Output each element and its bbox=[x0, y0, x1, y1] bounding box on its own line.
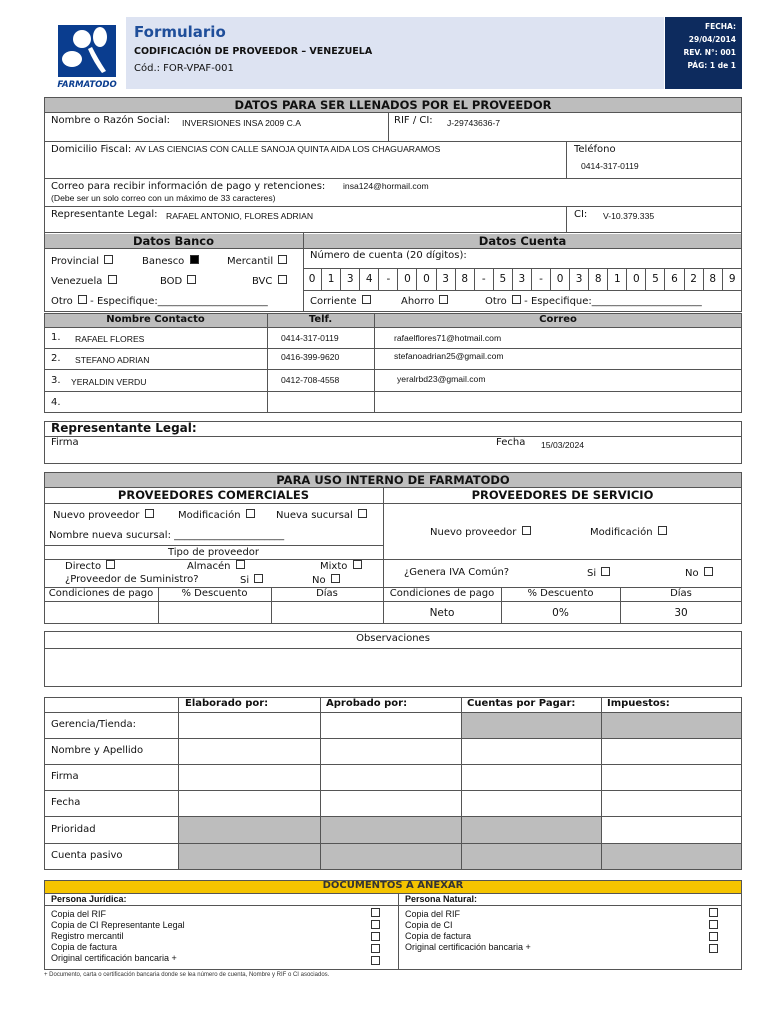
domicilio-value[interactable]: AV LAS CIENCIAS CON CALLE SANOJA QUINTA AIDA LOS CHAGUARAMOS bbox=[135, 144, 441, 154]
serv-nuevo-proveedor[interactable]: Nuevo proveedor bbox=[430, 526, 531, 538]
telefono-value[interactable]: 0414-317-0119 bbox=[581, 161, 639, 171]
serv-dias-value[interactable]: 30 bbox=[674, 607, 688, 619]
com-dias: Días bbox=[316, 588, 338, 599]
checkbox-icon[interactable] bbox=[362, 295, 371, 304]
account-digit[interactable]: 1 bbox=[322, 269, 341, 290]
numero-cuenta-label: Número de cuenta (20 dígitos): bbox=[310, 250, 467, 261]
bank-option-otro[interactable]: Otro - Especifique:______________________ bbox=[51, 296, 268, 307]
checkbox-icon[interactable] bbox=[108, 275, 117, 284]
serv-descuento-value[interactable]: 0% bbox=[552, 607, 569, 619]
contact-name[interactable]: YERALDIN VERDU bbox=[71, 377, 147, 387]
account-digit[interactable]: 3 bbox=[570, 269, 589, 290]
contact-name[interactable]: RAFAEL FLORES bbox=[75, 334, 145, 344]
checkbox-icon[interactable] bbox=[358, 509, 367, 518]
doc-juridica-certificacion: Original certificación bancaria + bbox=[51, 953, 177, 963]
bank-option-bod[interactable]: BOD bbox=[160, 275, 196, 287]
logo-text: FARMATODO bbox=[57, 80, 117, 90]
title-band bbox=[126, 17, 664, 89]
account-digits[interactable] bbox=[303, 269, 742, 290]
col-nombre-contacto: Nombre Contacto bbox=[106, 314, 205, 325]
bank-option-bvc[interactable]: BVC bbox=[252, 275, 287, 287]
account-digit[interactable]: 8 bbox=[456, 269, 475, 290]
col-elaborado: Elaborado por: bbox=[185, 698, 269, 709]
documentos-title: DOCUMENTOS A ANEXAR bbox=[322, 880, 464, 891]
iva-no[interactable]: No bbox=[685, 567, 713, 579]
cuenta-title: Datos Cuenta bbox=[478, 234, 567, 248]
documentos-footnote: + Documento, carta o certificación bancaria donde se lea número de cuenta, Nombre y RIF o CI asociados. bbox=[44, 972, 330, 978]
checkbox-icon[interactable] bbox=[439, 295, 448, 304]
col-correo: Correo bbox=[539, 314, 577, 325]
doc-natural-factura: Copia de factura bbox=[405, 931, 472, 941]
checkbox-icon[interactable] bbox=[331, 574, 340, 583]
account-digit[interactable]: 9 bbox=[728, 273, 736, 285]
checkbox-icon[interactable] bbox=[78, 295, 87, 304]
correo-label: Correo para recibir información de pago y retenciones: bbox=[51, 181, 326, 192]
checkbox-icon[interactable] bbox=[601, 567, 610, 576]
row-number: 4. bbox=[51, 397, 61, 408]
form-subtitle: CODIFICACIÓN DE PROVEEDOR – VENEZUELA bbox=[134, 46, 373, 57]
doc-juridica-factura: Copia de factura bbox=[51, 942, 118, 952]
account-digit[interactable]: 8 bbox=[704, 269, 723, 290]
checkbox-icon[interactable] bbox=[254, 574, 263, 583]
proveedor-section-title: DATOS PARA SER LLENADOS POR EL PROVEEDOR bbox=[44, 97, 742, 113]
checkbox-icon[interactable] bbox=[371, 956, 380, 965]
cuenta-type-corriente[interactable]: Corriente bbox=[310, 295, 371, 307]
checkbox-icon[interactable] bbox=[236, 560, 245, 569]
row-nombre-apellido: Nombre y Apellido bbox=[51, 745, 144, 756]
checkbox-icon[interactable] bbox=[512, 295, 521, 304]
row-gerencia: Gerencia/Tienda: bbox=[51, 719, 136, 730]
nombre-sucursal-field[interactable]: Nombre nueva sucursal: ______________________ bbox=[49, 530, 285, 541]
col-telf: Telf. bbox=[308, 314, 333, 325]
cuenta-type-otro[interactable]: Otro - Especifique:______________________ bbox=[485, 296, 702, 307]
logo-mark-icon bbox=[54, 23, 120, 81]
doc-juridica-ci: Copia de CI Representante Legal bbox=[51, 920, 185, 930]
rif-value[interactable]: J-29743636-7 bbox=[447, 118, 501, 128]
checkbox-icon[interactable] bbox=[522, 526, 531, 535]
domicilio-label: Domicilio Fiscal: bbox=[51, 144, 132, 155]
nombre-label: Nombre o Razón Social: bbox=[51, 115, 170, 126]
checkbox-icon[interactable] bbox=[371, 932, 380, 941]
account-digit[interactable]: - bbox=[532, 269, 551, 290]
logo bbox=[54, 23, 120, 89]
interno-title: PARA USO INTERNO DE FARMATODO bbox=[44, 472, 742, 488]
account-digit[interactable]: 5 bbox=[646, 269, 665, 290]
checkbox-icon[interactable] bbox=[709, 908, 718, 917]
contact-email[interactable]: stefanoadrian25@gmail.com bbox=[394, 351, 504, 361]
account-digit[interactable]: 4 bbox=[360, 269, 379, 290]
comerciales-title: PROVEEDORES COMERCIALES bbox=[117, 488, 310, 502]
row-prioridad: Prioridad bbox=[51, 824, 96, 835]
doc-juridica-registro: Registro mercantil bbox=[51, 931, 124, 941]
checkbox-icon[interactable] bbox=[709, 932, 718, 941]
contact-name[interactable]: STEFANO ADRIAN bbox=[75, 355, 150, 365]
account-digit[interactable]: 3 bbox=[437, 269, 456, 290]
com-nuevo-proveedor[interactable]: Nuevo proveedor bbox=[53, 509, 154, 521]
account-digit[interactable]: 3 bbox=[513, 269, 532, 290]
ci-value[interactable]: V-10.379.335 bbox=[603, 211, 655, 221]
form-code: Cód.: FOR-VPAF-001 bbox=[134, 63, 234, 74]
correo-note: (Debe ser un solo correo con un máximo de 33 caracteres) bbox=[51, 193, 276, 203]
representante-value[interactable]: RAFAEL ANTONIO, FLORES ADRIAN bbox=[166, 211, 314, 221]
checkbox-icon[interactable] bbox=[371, 908, 380, 917]
checkbox-checked-icon[interactable] bbox=[190, 255, 199, 264]
correo-value[interactable]: insa124@hormail.com bbox=[343, 181, 429, 191]
row-number: 2. bbox=[51, 353, 61, 364]
checkbox-icon[interactable] bbox=[187, 275, 196, 284]
col-cuentas-pagar: Cuentas por Pagar: bbox=[467, 698, 576, 709]
account-digit[interactable]: 0 bbox=[303, 269, 322, 290]
account-digit[interactable]: 1 bbox=[608, 269, 627, 290]
revision-box bbox=[665, 17, 742, 89]
account-digit[interactable]: 2 bbox=[685, 269, 704, 290]
row-number: 1. bbox=[51, 332, 61, 343]
row-fecha: Fecha bbox=[51, 797, 81, 808]
checkbox-icon[interactable] bbox=[278, 255, 287, 264]
row-number: 3. bbox=[51, 375, 61, 386]
checkbox-icon[interactable] bbox=[371, 920, 380, 929]
checkbox-icon[interactable] bbox=[704, 567, 713, 576]
account-digit[interactable]: 8 bbox=[589, 269, 608, 290]
fecha-label: Fecha bbox=[496, 437, 526, 448]
representante-title: Representante Legal: bbox=[51, 421, 197, 435]
suministro-label: ¿Proveedor de Suministro? bbox=[65, 574, 199, 585]
contact-phone[interactable]: 0414-317-0119 bbox=[281, 333, 339, 343]
representante-label: Representante Legal: bbox=[51, 209, 158, 220]
checkbox-icon[interactable] bbox=[658, 526, 667, 535]
doc-natural-ci: Copia de CI bbox=[405, 920, 453, 930]
nombre-value[interactable]: INVERSIONES INSA 2009 C.A bbox=[182, 118, 301, 128]
com-descuento: % Descuento bbox=[181, 588, 248, 599]
doc-natural-rif: Copia del RIF bbox=[405, 909, 461, 919]
checkbox-icon[interactable] bbox=[371, 944, 380, 953]
cuenta-type-ahorro[interactable]: Ahorro bbox=[401, 295, 448, 307]
account-digit[interactable]: - bbox=[475, 269, 494, 290]
account-digit[interactable]: 0 bbox=[417, 269, 436, 290]
account-digit[interactable]: 0 bbox=[398, 269, 417, 290]
fecha-value: 29/04/2014 bbox=[688, 35, 736, 44]
header bbox=[44, 17, 742, 89]
doc-juridica-rif: Copia del RIF bbox=[51, 909, 107, 919]
telefono-label: Teléfono bbox=[574, 144, 616, 155]
checkbox-icon[interactable] bbox=[709, 944, 718, 953]
iva-si[interactable]: Si bbox=[587, 567, 610, 579]
checkbox-icon[interactable] bbox=[104, 255, 113, 264]
page-number: PÁG: 1 de 1 bbox=[687, 61, 736, 70]
row-cuenta-pasivo: Cuenta pasivo bbox=[51, 850, 123, 861]
fecha-value[interactable]: 15/03/2024 bbox=[541, 440, 585, 450]
bank-option-provincial[interactable]: Provincial bbox=[51, 255, 113, 267]
doc-natural-certificacion: Original certificación bancaria + bbox=[405, 942, 531, 952]
ci-label: CI: bbox=[574, 209, 588, 220]
account-digit[interactable]: 5 bbox=[494, 269, 513, 290]
serv-descuento: % Descuento bbox=[527, 588, 594, 599]
genera-iva-label: ¿Genera IVA Común? bbox=[404, 567, 510, 578]
bank-option-mercantil[interactable]: Mercantil bbox=[227, 255, 287, 267]
contact-phone[interactable]: 0416-399-9620 bbox=[281, 352, 340, 362]
serv-dias: Días bbox=[670, 588, 692, 599]
checkbox-icon[interactable] bbox=[709, 920, 718, 929]
serv-modificacion[interactable]: Modificación bbox=[590, 526, 667, 538]
serv-condiciones-pago: Condiciones de pago bbox=[389, 588, 495, 599]
com-nueva-sucursal[interactable]: Nueva sucursal bbox=[276, 509, 367, 521]
account-digit[interactable]: 0 bbox=[627, 269, 646, 290]
juridica-title: Persona Jurídica: bbox=[51, 894, 127, 904]
tipo-proveedor-label: Tipo de proveedor bbox=[167, 547, 260, 558]
col-impuestos: Impuestos: bbox=[607, 698, 670, 709]
account-digit[interactable]: - bbox=[379, 269, 398, 290]
rif-label: RIF / CI: bbox=[394, 115, 433, 126]
firma-label: Firma bbox=[51, 437, 79, 448]
checkbox-icon[interactable] bbox=[246, 509, 255, 518]
tipo-almacen[interactable]: Almacén bbox=[187, 560, 245, 572]
com-modificacion[interactable]: Modificación bbox=[178, 509, 255, 521]
checkbox-icon[interactable] bbox=[278, 275, 287, 284]
bank-option-venezuela[interactable]: Venezuela bbox=[51, 275, 117, 287]
tipo-mixto[interactable]: Mixto bbox=[320, 560, 362, 572]
suministro-no[interactable]: No bbox=[312, 574, 340, 586]
account-digit[interactable]: 0 bbox=[551, 269, 570, 290]
bank-option-banesco[interactable]: Banesco bbox=[142, 255, 199, 267]
observaciones-title: Observaciones bbox=[356, 633, 430, 644]
row-firma: Firma bbox=[51, 771, 79, 782]
com-condiciones-pago: Condiciones de pago bbox=[48, 588, 154, 599]
servicio-title: PROVEEDORES DE SERVICIO bbox=[471, 488, 654, 502]
checkbox-icon[interactable] bbox=[106, 560, 115, 569]
contact-email[interactable]: yeralrbd23@gmail.com bbox=[397, 374, 486, 384]
fecha-label: FECHA: bbox=[705, 22, 736, 31]
banco-title: Datos Banco bbox=[133, 234, 214, 248]
checkbox-icon[interactable] bbox=[145, 509, 154, 518]
account-digit[interactable]: 3 bbox=[341, 269, 360, 290]
suministro-si[interactable]: Si bbox=[240, 574, 263, 586]
revision-number: REV. N°: 001 bbox=[683, 48, 736, 57]
serv-condiciones-value[interactable]: Neto bbox=[429, 607, 455, 619]
form-title: Formulario bbox=[134, 23, 226, 41]
col-aprobado: Aprobado por: bbox=[326, 698, 408, 709]
contact-phone[interactable]: 0412-708-4558 bbox=[281, 375, 340, 385]
checkbox-icon[interactable] bbox=[353, 560, 362, 569]
contact-email[interactable]: rafaelflores71@hotmail.com bbox=[394, 333, 502, 343]
natural-title: Persona Natural: bbox=[405, 894, 478, 904]
tipo-directo[interactable]: Directo bbox=[65, 560, 115, 572]
account-digit[interactable]: 6 bbox=[665, 269, 684, 290]
